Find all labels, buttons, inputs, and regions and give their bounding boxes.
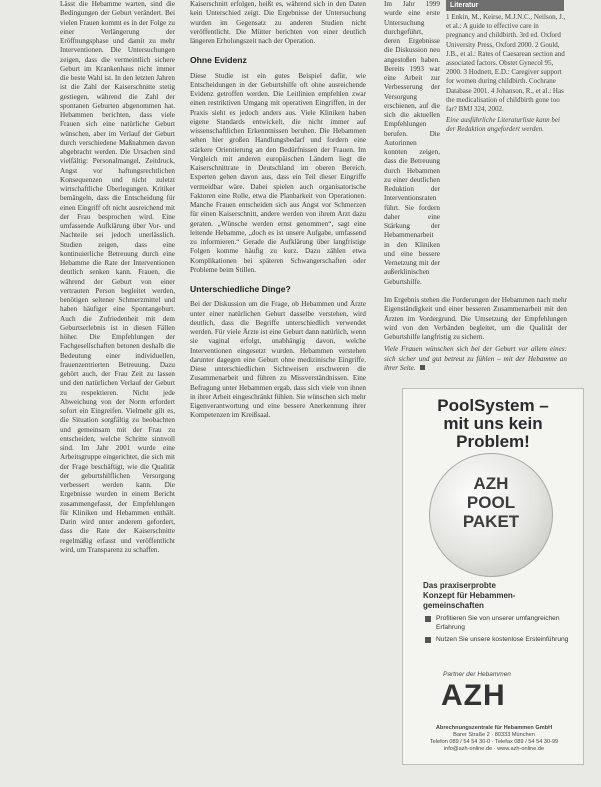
- ad-bullet-list: [425, 615, 575, 649]
- pool-paket-badge: [429, 453, 553, 577]
- square-bullet-icon: [425, 616, 431, 622]
- ad-footer-web[interactable]: info@azh-online.de · www.azh-online.de: [443, 746, 545, 752]
- column2-intro: Kaiserschnitt erfolgen, heißt es, während sich in den Daten kein Unterschied zeigt. Die Ergebnisse der Untersuchung wurden im Gegensatz zu anderen Studien nicht veröffentlicht. Die Mütter berichten von einer deutlich längeren Erholungszeit nach der Operation.: [190, 0, 366, 45]
- ad-bullet-2: Nutzen Sie unsere kostenlose Ersteinführung: [425, 636, 575, 645]
- literature-refs: 1 Enkin, M., Keirse, M.J.N.C., Neilson, J., et al.: A guide to effective care in pregnancy and childbirth. 3rd ed. Oxford University Press, Oxford 2000. 2 Gould, J.B., et al.: Rates of Caesarean section and associated factors. Obstet Gynecol 95, 2000. 3 Hodnett, E.D.: Caregiver support for women during childbirth. Cochrane Database 2001. 4 Johanson, R., et al.: Has the medicalisation of childbirth gone too far? BMJ 324, 2002.: [446, 13, 566, 114]
- column3-text: Im Jahr 1999 wurde eine erste Untersuchung durchgeführt, deren Ergebnisse die Diskussion neu angestoßen haben. Bereits 1993 war eine Arbeit zur Verbesserung der Versorgung erschienen, auf die sich die aktuellen Empfehlungen berufen. Die Autorinnen konnten zeigen, dass die Betreuung durch Hebammen zu einer deutlichen Reduktion der Interventionsraten führt. Sie fordern daher eine Stärkung der Hebammenarbeit in den Kliniken und eine bessere Vernetzung mit der außerklinischen Geburtshilfe.: [384, 0, 440, 286]
- column3-tail-italic: Viele Frauen wünschen sich bei der Geburt vor allem eines: sich sicher und gut betreut zu fühlen – mit der Hebamme an ihrer Seite.: [384, 345, 567, 372]
- ad-footer: [413, 725, 575, 753]
- column2-text2: Bei der Diskussion um die Frage, ob Hebammen und Ärzte unter einer natürlichen Geburt dasselbe verstehen, wird deutlich, dass die Begriffe unterschiedlich verwendet werden. Für viele Ärzte ist eine Geburt dann natürlich, wenn sie vaginal erfolgt, unabhängig davon, welche Interventionen eingesetzt wurden. Hebammen verstehen darunter dagegen eine Geburt ohne medizinische Eingriffe. Diese unterschiedlichen Sichtweisen erschweren die Zusammenarbeit und führen zu Missverständnissen. Eine Befragung unter Hebammen ergab, dass sich viele von ihnen in ihrer Arbeit eingeschränkt fühlen. Sie wünschen sich mehr Eigenverantwortung und eine bessere Anerkennung ihrer Kompetenzen im Kreißsaal.: [190, 300, 366, 420]
- badge-line-2: POOL: [466, 493, 516, 512]
- badge-line-3: PAKET: [462, 512, 520, 531]
- heading-ohne-evidenz: Ohne Evidenz: [190, 55, 247, 66]
- ad-headline-line-1: PoolSystem –: [437, 396, 549, 415]
- ad-partner-line: Partner der Hebammen: [443, 671, 511, 678]
- ad-bullet-1: Profitieren Sie von unserer umfangreichen Erfahrung: [425, 615, 575, 632]
- end-mark-icon: [420, 365, 425, 370]
- ad-subline-3: gemeinschaften: [423, 601, 484, 610]
- ad-headline: [403, 397, 583, 451]
- ad-footer-company: Abrechnungszentrale für Hebammen GmbH: [435, 725, 553, 731]
- literature-box: [446, 0, 566, 135]
- ad-subline: [423, 581, 573, 611]
- ad-footer-phone: Telefon 089 / 54 54 30-0 · Telefax 089 / 54 54 30-99: [429, 739, 559, 745]
- azh-logo: AZH: [441, 679, 506, 712]
- advertisement[interactable]: [402, 388, 584, 765]
- column3-tail: [384, 296, 567, 376]
- heading-unterschiedliche-dinge: Unterschiedliche Dinge?: [190, 284, 291, 294]
- square-bullet-icon: [425, 637, 431, 643]
- ad-headline-line-3: Problem!: [456, 432, 530, 451]
- ad-subline-2: Konzept für Hebammen-: [423, 591, 516, 600]
- literature-note: Eine ausführliche Literaturliste kann bei der Redaktion angefordert werden.: [446, 116, 560, 134]
- column1-text: Lässt die Hebamme warten, sind die Bedingungen der Geburt verändert. Bei vielen Frauen kommt es in der Folge zu einer Verlängerung der Eröffnungsphase und damit zu mehr Interventionen. Die Untersuchungen zeigen, dass die vermeintlich sichere Geburt im Krankenhaus nicht immer die beste Wahl ist. In den letzten Jahren ist die Zahl der Kaiserschnitte stetig gestiegen, während die Zahl der spontanen Geburten abgenommen hat. Hebammen berichten, dass viele Frauen sich eine natürliche Geburt wünschen, aber im Verlauf der Geburt durch verschiedene Maßnahmen davon abgebracht werden. Die Ursachen sind vielfältig: Personalmangel, Zeitdruck, Angst vor haftungsrechtlichen Konsequenzen und nicht zuletzt wirtschaftliche Überlegungen. Kritiker bemängeln, dass die Entscheidung für einen Eingriff oft nicht ausreichend mit der Frau besprochen wird. Eine umfassende Aufklärung über Vor- und Nachteile sei jedoch unerlässlich. Studien zeigen, dass eine kontinuierliche Betreuung durch eine Hebamme die Rate der Interventionen deutlich senken kann. Frauen, die während der Geburt von einer vertrauten Person begleitet werden, benötigen seltener Schmerzmittel und haben häufiger eine Spontangeburt. Auch die Zufriedenheit mit dem Geburtserlebnis ist in diesen Fällen höher. Die Empfehlungen der Fachgesellschaften betonen deshalb die Bedeutung einer individuellen, frauenzentrierten Betreuung. Dazu gehört auch, der Frau Zeit zu lassen und den natürlichen Verlauf der Geburt zu respektieren. Nicht jede Abweichung von der Norm erfordert sofort ein Eingreifen. Vielmehr gilt es, die Situation sorgfältig zu beobachten und gemeinsam mit der Frau zu entscheiden, welche Schritte sinnvoll sind. Im Jahr 2001 wurde eine Arbeitsgruppe eingerichtet, die sich mit der Frage beschäftigt, wie die Qualität der geburtshilflichen Versorgung verbessert werden kann. Die Ergebnisse wurden in einem Bericht zusammengefasst, der Empfehlungen für Kliniken und Hebammen enthält. Darin wird unter anderem gefordert, dass die Rate der Kaiserschnitte regelmäßig erfasst und veröffentlicht wird, um Transparenz zu schaffen.: [60, 0, 175, 554]
- article-column-3: [384, 0, 440, 287]
- article-column-1: [60, 0, 175, 555]
- ad-footer-address: Barer Straße 2 · 80333 München: [453, 732, 535, 738]
- column3-tail-text: Im Ergebnis stehen die Forderungen der Hebammen nach mehr Eigenständigkeit und einer besseren Zusammenarbeit mit den Ärzten im Vordergrund. Die Umsetzung der Empfehlungen wird von den Verbänden begleitet, um die Qualität der Geburtshilfe langfristig zu sichern.: [384, 296, 567, 341]
- badge-line-1: AZH: [473, 474, 509, 493]
- column2-text1: Diese Studie ist ein gutes Beispiel dafür, wie Entscheidungen in der Geburtshilfe oft ohne ausreichende Evidenz getroffen werden. Die Leitlinien empfehlen zwar einen restriktiven Umgang mit operativen Eingriffen, in der Praxis sieht es jedoch anders aus. Viele Kliniken haben eigene Standards entwickelt, die nicht immer auf wissenschaftlichen Erkenntnissen beruhen. Die Hebammen sehen hier großen Handlungsbedarf und fordern eine stärkere Orientierung an den Bedürfnissen der Frauen. Im Vergleich mit anderen europäischen Ländern liegt die Kaiserschnittrate in Deutschland im oberen Bereich. Experten gehen davon aus, dass ein Teil dieser Eingriffe vermeidbar wäre. Dabei spielen auch organisatorische Faktoren eine Rolle, etwa die Planbarkeit von Operationen. Manche Frauen entscheiden sich aus Angst vor Schmerzen für einen Kaiserschnitt, andere werden von ihrem Arzt dazu geraten. „Wünsche werden ernst genommen“, sagt eine leitende Hebamme, „doch es ist unsere Aufgabe, umfassend zu informieren.“ Gerade die Aufklärung über langfristige Folgen komme häufig zu kurz. Dazu zählen etwa Komplikationen bei späteren Schwangerschaften oder Probleme beim Stillen.: [190, 71, 366, 274]
- ad-headline-line-2: mit uns kein: [443, 414, 543, 433]
- literature-header: Literatur: [446, 0, 564, 11]
- ad-subline-1: Das praxiserprobte: [423, 581, 496, 590]
- article-column-2: [190, 0, 366, 421]
